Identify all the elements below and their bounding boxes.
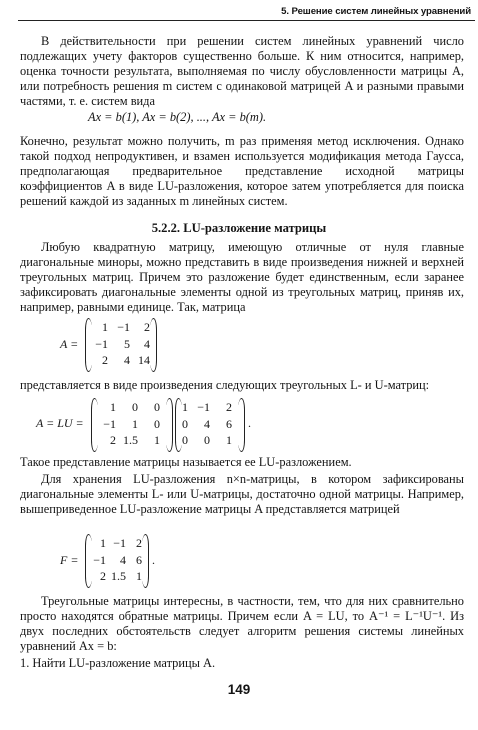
matrix-a <box>60 316 180 374</box>
matrix-cell: 14 <box>138 353 150 367</box>
matrix-f-label: F = <box>60 553 79 567</box>
formula-systems <box>88 110 266 125</box>
matrix-cell: 1 <box>226 433 232 447</box>
lu-label: A = LU = <box>36 416 84 430</box>
matrix-cell: 5 <box>124 336 130 351</box>
matrix-cell: 0 <box>154 400 160 414</box>
lu-decomposition <box>36 396 266 454</box>
matrix-a-label: A = <box>60 337 79 351</box>
matrix-a-right-bracket <box>150 318 157 372</box>
matrix-cell: 2 <box>136 536 142 550</box>
matrix-cell: 1 <box>110 400 116 414</box>
matrix-cell: 2 <box>144 320 150 334</box>
running-title: 5. Решение систем линейных уравнений <box>281 6 471 17</box>
matrix-cell: 1 <box>102 320 108 334</box>
paragraph-7 <box>20 594 464 654</box>
running-header <box>18 2 475 21</box>
matrix-cell: 2 <box>102 353 108 367</box>
paragraph-8-text: 1. Найти LU-разложение матрицы A. <box>20 656 216 670</box>
paragraph-4-text: представляется в виде произведения следующих треугольных L- и U-матриц: <box>20 378 430 392</box>
matrix-cell: 4 <box>120 552 126 567</box>
matrix-cell: 6 <box>136 552 142 567</box>
paragraph-3-text: Любую квадратную матрицу, имеющую отличные от нуля главные диагональные миноры, можно представить в виде произведения нижней и верхней треугольных матриц. Причем это разложение будет единственным, если заранее зафиксировать диагональные элементы одной из треугольных матриц, приняв их, например, равными единице. Так, матрица <box>20 240 464 315</box>
matrix-f-right-bracket <box>142 534 149 588</box>
matrix-cell: 4 <box>144 336 150 351</box>
paragraph-5 <box>20 455 464 470</box>
matrix-cell: −1 <box>93 552 106 567</box>
paragraph-6 <box>20 472 464 517</box>
matrix-cell: 1 <box>136 569 142 583</box>
paragraph-4 <box>20 378 464 393</box>
paragraph-1-text: В действительности при решении систем линейных уравнений число подлежащих учету факторов существенно больше. К ним относится, например, оценка точности результата, выполняемая по числу обусловленности матрицы A, или потребность решения m систем с одинаковой матрицей A и разными правыми частями, т. е. систем вида <box>20 34 464 109</box>
page-number: 149 <box>227 682 251 697</box>
paragraph-2 <box>20 134 464 209</box>
matrix-cell: 6 <box>226 416 232 431</box>
matrix-cell: 0 <box>182 416 188 431</box>
matrix-cell: 1.5 <box>111 569 126 583</box>
matrix-cell: 0 <box>132 400 138 414</box>
paragraph-8 <box>20 656 464 671</box>
matrix-cell: 1 <box>100 536 106 550</box>
paragraph-7-text: Треугольные матрицы интересны, в частности, тем, что для них сравнительно просто находятся обратные матрицы. Причем если A = LU, то A⁻¹ = L⁻¹U⁻¹. Из двух последних обстоятельств следует алгоритм решения системы линейных уравнений Ax = b: <box>20 594 464 654</box>
matrix-cell: 0 <box>154 416 160 431</box>
paragraph-6-text: Для хранения LU-разложения n×n-матрицы, в котором зафиксированы диагональные элементы L- или U-матрицы, достаточно одной матрицы. Например, вышеприведенное LU-разложение матрицы A представляется матрицей <box>20 472 464 517</box>
matrix-f-period: . <box>152 553 155 567</box>
matrix-cell: −1 <box>197 400 210 414</box>
matrix-u-right-bracket <box>238 398 245 452</box>
matrix-cell: 2 <box>226 400 232 414</box>
section-heading-text: 5.2.2. LU-разложение матрицы <box>151 221 327 235</box>
paragraph-2-text: Конечно, результат можно получить, m раз применяя метод исключения. Однако такой подход непродуктивен, и взамен используется модификация метода Гаусса, предполагающая предварительное представление исходной матрицы коэффициентов A в виде LU-разложения, которое затем употребляется для поиска решений каждой из заданных m линейных систем. <box>20 134 464 209</box>
matrix-cell: 4 <box>204 416 210 431</box>
matrix-cell: −1 <box>113 536 126 550</box>
matrix-cell: −1 <box>103 416 116 431</box>
matrix-cell: 1 <box>182 400 188 414</box>
matrix-cell: 1.5 <box>123 433 138 447</box>
matrix-cell: 0 <box>204 433 210 447</box>
matrix-l-right-bracket <box>166 398 173 452</box>
matrix-cell: 4 <box>124 353 130 367</box>
matrix-cell: −1 <box>95 336 108 351</box>
matrix-cell: 2 <box>100 569 106 583</box>
lu-period: . <box>248 416 251 430</box>
matrix-f <box>60 532 180 590</box>
paragraph-5-text: Такое представление матрицы называется ее LU-разложением. <box>20 455 352 469</box>
matrix-cell: 1 <box>132 416 138 431</box>
matrix-cell: 1 <box>154 433 160 447</box>
matrix-cell: 0 <box>182 433 188 447</box>
section-heading <box>0 221 478 236</box>
formula-systems-text: Ax = b(1), Ax = b(2), ..., Ax = b(m). <box>88 110 267 124</box>
paragraph-3 <box>20 240 464 315</box>
paragraph-1 <box>20 34 464 109</box>
matrix-cell: 2 <box>110 433 116 447</box>
matrix-cell: −1 <box>117 320 130 334</box>
